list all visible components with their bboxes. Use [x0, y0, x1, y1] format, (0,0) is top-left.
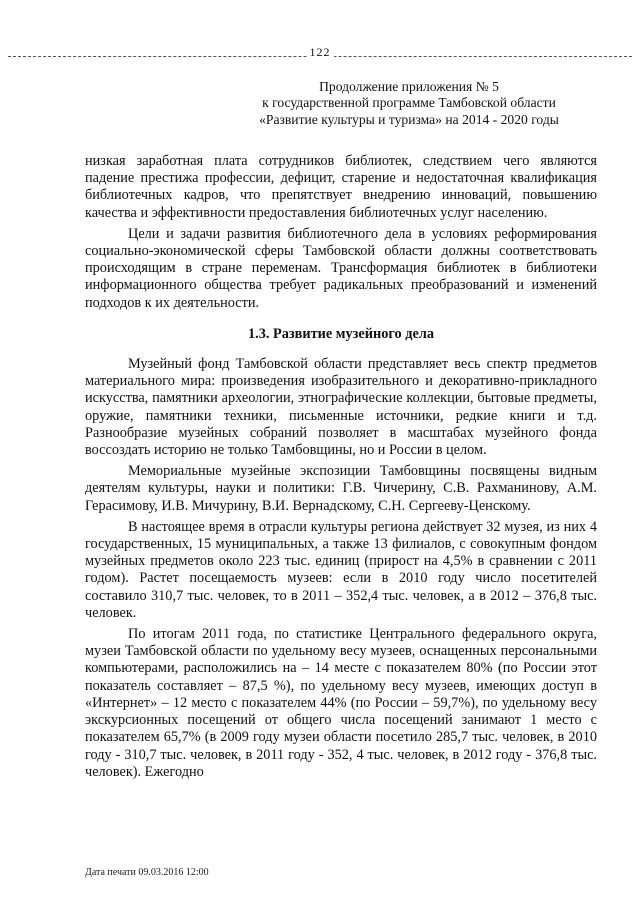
paragraph: В настоящее время в отрасли культуры региона действует 32 музея, из них 4 государственных, 15 муниципальных, а также 13 филиалов, с совокупным фондом музейных предметов около 223 тыс. единиц (прирост на 4,5% в сравнении с 2011 годом). Растет посещаемость музеев: если в 2010 году число посетителей составило 310,7 тыс. человек, то в 2011 – 352,4 тыс. человек, а в 2012 – 376,8 тыс. человек.	[85, 518, 597, 621]
body-text	[85, 153, 597, 785]
paragraph: Мемориальные музейные экспозиции Тамбовщины посвящены видным деятелям культуры, науки и политики: Г.В. Чичерину, С.В. Рахманинову, А.М. Герасимову, И.В. Мичурину, В.И. Вернадскому, С.Н. Сергееву-Ценскому.	[85, 463, 597, 514]
section-heading: 1.3. Развитие музейного дела	[248, 325, 434, 342]
paragraph: низкая заработная плата сотрудников библиотек, следствием чего являются падение престижа профессии, дефицит, старение и недостаточная квалификация библиотечных кадров, что препятствует внедрению инноваций, повышению качества и эффективности предоставления библиотечных услуг населению.	[85, 153, 597, 221]
page-number: 122	[0, 45, 640, 60]
appendix-header	[234, 79, 584, 128]
paragraph: Цели и задачи развития библиотечного дела в условиях реформирования социально-экономической сферы Тамбовской области должны соответствовать происходящим в стране переменам. Трансформация библиотек в библиотеки информационного общества требует радикальных преобразований и изменений подходов к их деятельности.	[85, 225, 597, 311]
paragraph: Музейный фонд Тамбовской области представляет весь спектр предметов материального мира: произведения изобразительного и декоративно-прикладного искусства, памятники археологии, этнографические коллекции, бытовые предметы, оружие, памятники техники, письменные источники, редкие книги и т.д. Разнообразие музейных собраний позволяет в масштабах музейного фонда воссоздать историю не только Тамбовщины, но и России в целом.	[85, 356, 597, 459]
header-line-3: «Развитие культуры и туризма» на 2014 - 2020 годы	[259, 111, 559, 127]
print-date: Дата печати 09.03.2016 12:00	[85, 867, 209, 878]
header-line-1: Продолжение приложения № 5	[319, 79, 499, 94]
header-line-2: к государственной программе Тамбовской области	[262, 95, 556, 111]
paragraph: По итогам 2011 года, по статистике Центрального федерального округа, музеи Тамбовской области по удельному весу музеев, оснащенных персональными компьютерами, расположились на – 14 месте с показателем 80% (по России этот показатель составляет – 87,5 %), по удельному весу музеев, имеющих доступ в «Интернет» – 12 место с показателем 44% (по России – 59,7%), по удельному весу экскурсионных посещений от общего числа посещений занимают 1 место с показателем 65,7% (в 2009 году музеи области посетило 285,7 тыс. человек, в 2010 году - 310,7 тыс. человек, в 2011 году - 352, 4 тыс. человек, в 2012 году - 376,8 тыс. человек). Ежегодно	[85, 626, 597, 780]
